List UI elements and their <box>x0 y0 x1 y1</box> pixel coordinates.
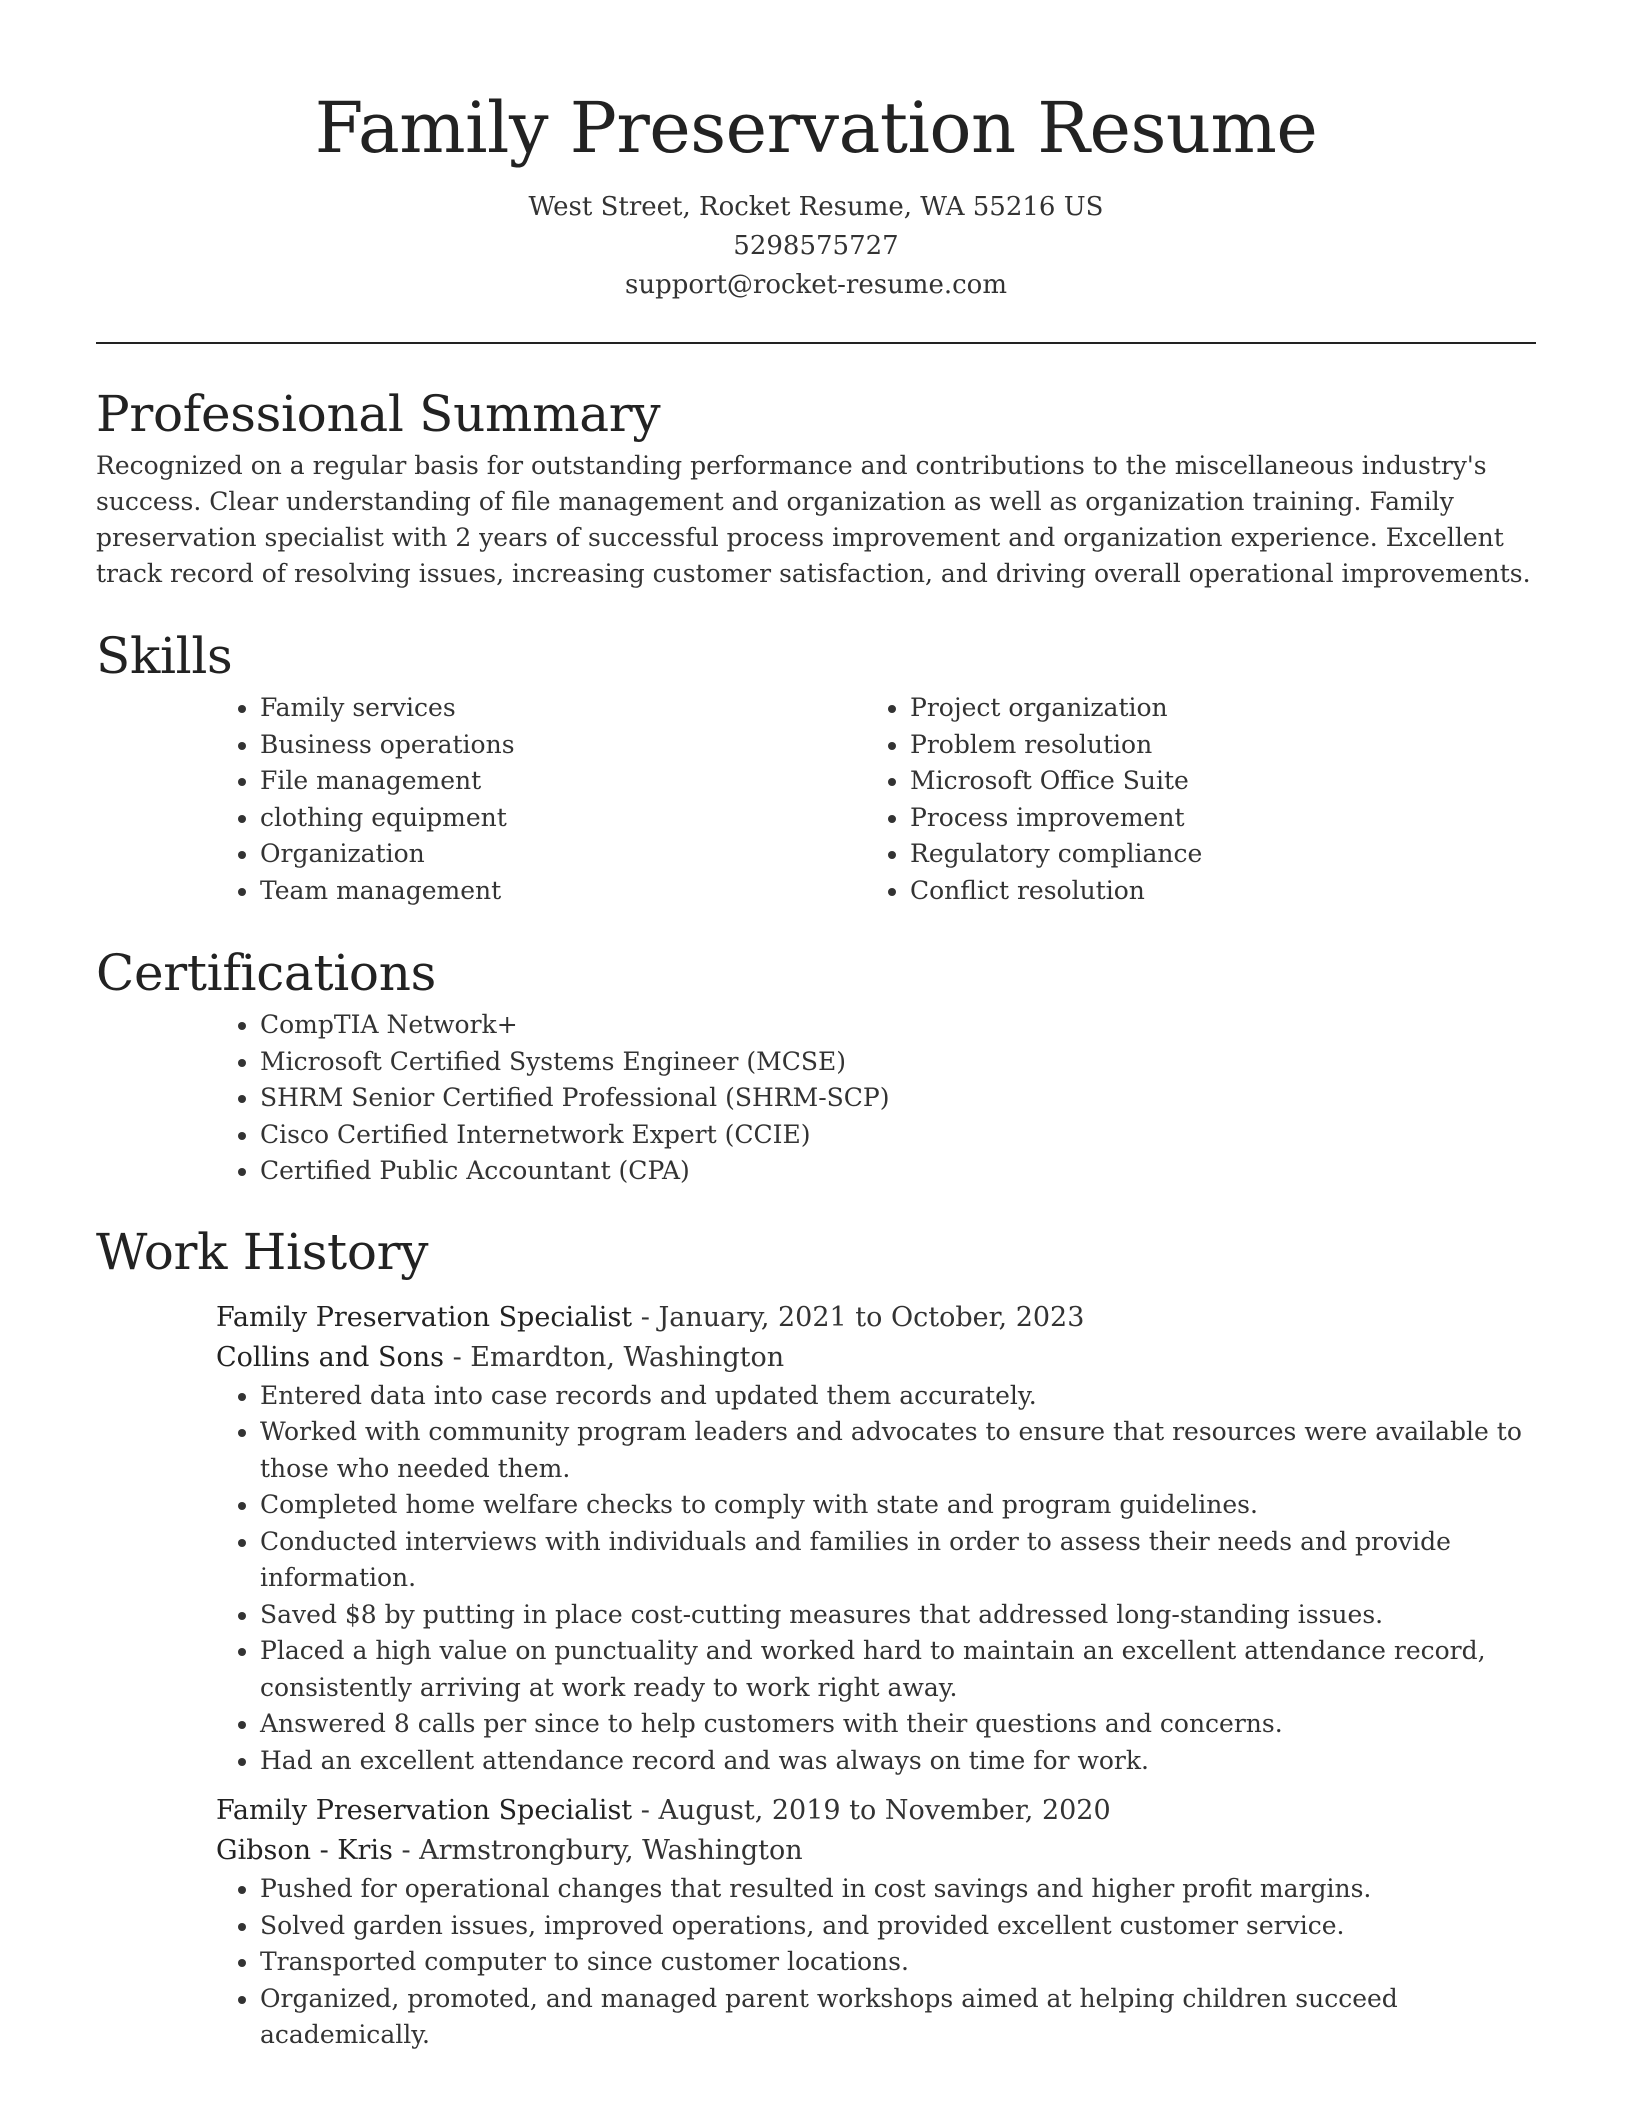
list-item: • Completed home welfare checks to comply with state and program guidelines. <box>260 1487 1536 1524</box>
list-item: • Team management <box>260 873 866 910</box>
list-item: • Process improvement <box>910 800 1516 837</box>
job-entry <box>216 1298 1536 1780</box>
job-company: Collins and Sons <box>216 1341 444 1373</box>
job-title-line <box>216 1791 1536 1831</box>
resume-header <box>96 84 1536 305</box>
job-duties-list <box>216 1871 1536 2054</box>
list-item: • Pushed for operational changes that resulted in cost savings and higher profit margins. <box>260 1871 1536 1908</box>
list-item: • Conflict resolution <box>910 873 1516 910</box>
contact-block <box>96 188 1536 305</box>
job-title: Family Preservation Specialist <box>216 1795 633 1826</box>
list-item: • Business operations <box>260 727 866 764</box>
job-title: Family Preservation Specialist <box>216 1301 633 1333</box>
page-title: Family Preservation Resume <box>314 87 1318 169</box>
work-history-heading: Work History <box>96 1222 429 1281</box>
job-company-line <box>216 1338 1536 1378</box>
contact-email: support@rocket-resume.com <box>624 270 1007 300</box>
header-divider <box>96 342 1536 344</box>
list-item: • Project organization <box>910 690 1516 727</box>
resume-body <box>96 380 1536 2054</box>
list-item: • Had an excellent attendance record and was always on time for work. <box>260 1743 1536 1780</box>
list-item: • Transported computer to since customer locations. <box>260 1944 1536 1981</box>
job-duties-list <box>216 1378 1536 1780</box>
list-item: • clothing equipment <box>260 800 866 837</box>
skills-list-left <box>216 690 866 909</box>
list-item: • CompTIA Network+ <box>260 1007 1536 1044</box>
list-item: • Conducted interviews with individuals and families in order to assess their needs and provide information. <box>260 1524 1536 1597</box>
list-item: • Answered 8 calls per since to help customers with their questions and concerns. <box>260 1706 1536 1743</box>
certifications-list-wrapper <box>216 1007 1536 1190</box>
list-item: • File management <box>260 763 866 800</box>
list-item: • Cisco Certified Internetwork Expert (CCIE) <box>260 1117 1536 1154</box>
skills-column-right <box>866 690 1516 909</box>
certifications-section <box>96 939 1536 1190</box>
job-company-line <box>216 1831 1536 1871</box>
contact-phone: 5298575727 <box>733 231 899 261</box>
skills-section <box>96 622 1536 909</box>
skills-list-right <box>866 690 1516 909</box>
list-item: • Entered data into case records and updated them accurately. <box>260 1378 1536 1415</box>
job-location: - Armstrongbury, Washington <box>392 1835 803 1866</box>
list-item: • Problem resolution <box>910 727 1516 764</box>
work-history-section <box>96 1218 1536 2054</box>
list-item: • Microsoft Office Suite <box>910 763 1516 800</box>
list-item: • Family services <box>260 690 866 727</box>
list-item: • Saved $8 by putting in place cost-cutting measures that addressed long-standing issues. <box>260 1597 1536 1634</box>
summary-heading: Professional Summary <box>96 385 661 443</box>
list-item: • Solved garden issues, improved operations, and provided excellent customer service. <box>260 1908 1536 1945</box>
job-location: - Emardton, Washington <box>444 1341 785 1373</box>
certifications-list <box>216 1007 1536 1190</box>
skills-column-left <box>216 690 866 909</box>
list-item: • Certified Public Accountant (CPA) <box>260 1153 1536 1190</box>
job-dates: - August, 2019 to November, 2020 <box>632 1795 1111 1826</box>
summary-text: Recognized on a regular basis for outstanding performance and contributions to the miscellaneous industry's success. Clear understanding of file management and organization as well as organization training. Family preservation specialist with 2 years of successful process improvement and organization experience. Excellent track record of resolving issues, increasing customer satisfaction, and driving overall operational improvements. <box>96 451 1531 588</box>
job-company: Gibson - Kris <box>216 1835 393 1866</box>
list-item: • SHRM Senior Certified Professional (SHRM-SCP) <box>260 1080 1536 1117</box>
list-item: • Microsoft Certified Systems Engineer (MCSE) <box>260 1044 1536 1081</box>
skills-heading: Skills <box>96 627 233 685</box>
list-item: • Organized, promoted, and managed parent workshops aimed at helping children succeed academically. <box>260 1981 1536 2054</box>
contact-address: West Street, Rocket Resume, WA 55216 US <box>528 192 1104 222</box>
job-entry <box>216 1791 1536 2054</box>
list-item: • Placed a high value on punctuality and worked hard to maintain an excellent attendance record, consistently arriving at work ready to work right away. <box>260 1633 1536 1706</box>
summary-section <box>96 380 1536 592</box>
job-dates: - January, 2021 to October, 2023 <box>632 1301 1085 1333</box>
list-item: • Organization <box>260 836 866 873</box>
list-item: • Worked with community program leaders and advocates to ensure that resources were available to those who needed them. <box>260 1414 1536 1487</box>
list-item: • Regulatory compliance <box>910 836 1516 873</box>
job-title-line <box>216 1298 1536 1338</box>
certifications-heading: Certifications <box>96 944 436 1002</box>
skills-grid <box>216 690 1536 909</box>
